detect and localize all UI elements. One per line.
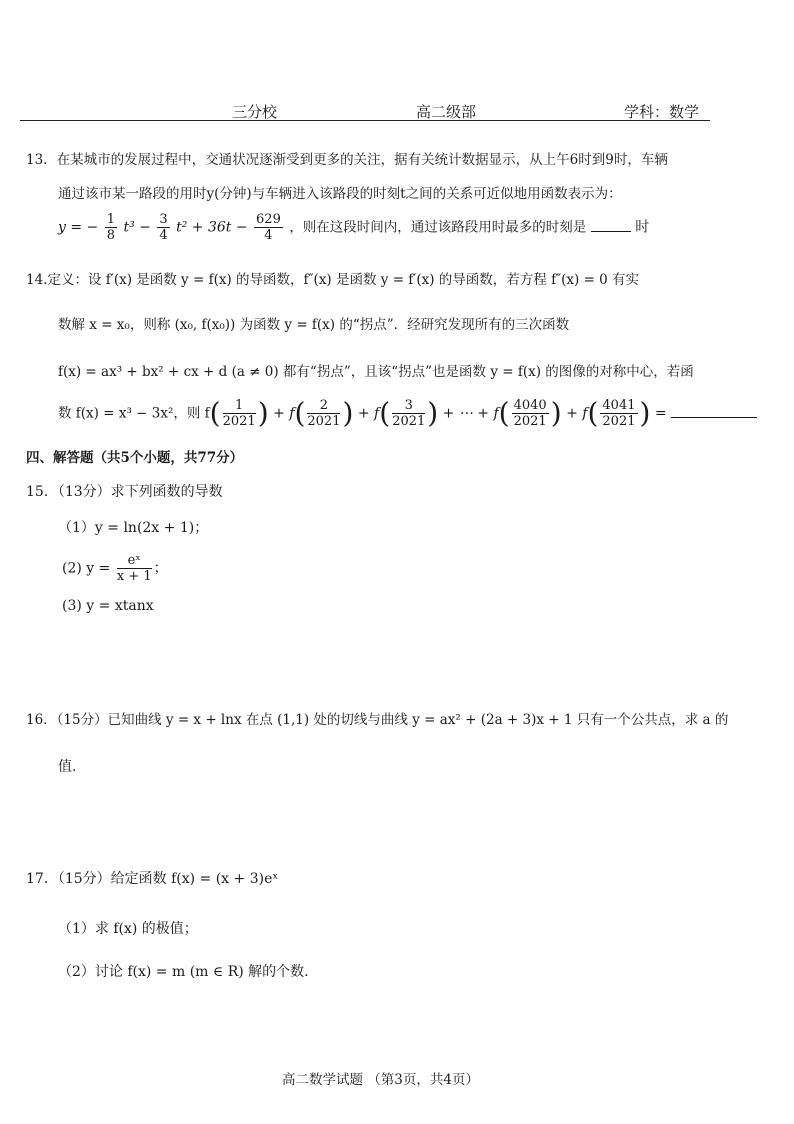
q15-part-2-num: eˣ	[117, 553, 152, 569]
q15-part-2-label: (2) y =	[62, 560, 111, 577]
header-rule	[20, 120, 710, 121]
q14-paren-open-2: (	[294, 396, 306, 430]
q13-frac-1-num: 1	[106, 212, 116, 227]
q14-line2: 数解 x = x₀，则称 (x₀, f(x₀)) 为函数 y = f(x) 的“拐点”．经研究发现所有的三次函数	[58, 317, 570, 333]
header-school: 三分校	[232, 103, 278, 121]
q14-paren-open-1: (	[209, 396, 221, 430]
q15-part-3: (3) y = xtanx	[62, 598, 154, 614]
q16-line2: 值.	[58, 759, 77, 775]
q13-line2: 通过该市某一路段的用时y(分钟)与车辆进入该路段的时刻t之间的关系可近似地用函数表示为：	[58, 186, 622, 202]
q17-title: 17．（15分）给定函数 f(x) = (x + 3)eˣ	[26, 871, 279, 887]
q13-line1: 13．在某城市的发展过程中，交通状况逐渐受到更多的关注，据有关统计数据显示，从上午6时到9时，车辆	[26, 152, 668, 168]
q14-paren-close-5: )	[639, 396, 651, 430]
q13-frac-3-num: 629	[256, 212, 281, 227]
q14-plus-f-2: + f	[357, 405, 380, 422]
q15-part-2	[62, 553, 168, 584]
page-footer: 高二数学试题 （第3页，共4页）	[282, 1072, 479, 1088]
q14-frac-2-num: 2	[307, 398, 340, 414]
q14-paren-open-5: (	[587, 396, 599, 430]
q13-frac-2	[157, 212, 169, 243]
q14-paren-open-4: (	[498, 396, 510, 430]
q14-paren-close-2: )	[342, 396, 354, 430]
q14-dots: + ⋯ + f	[442, 405, 499, 422]
q15-part-2-den: x + 1	[116, 569, 152, 584]
q16-line1: 16．（15分）已知曲线 y = x + lnx 在点 (1,1) 处的切线与曲线 y = ax² + (2a + 3)x + 1 只有一个公共点，求 a 的	[26, 712, 729, 728]
q13-frac-2-den: 4	[159, 228, 168, 243]
q14-frac-3-num: 3	[392, 398, 425, 414]
q14-frac-5-den: 2021	[602, 414, 636, 429]
q14-frac-2	[307, 398, 340, 429]
q13-frac-3	[254, 212, 283, 243]
header-grade: 高二级部	[416, 103, 477, 121]
q14-line3: f(x) = ax³ + bx² + cx + d (a ≠ 0) 都有“拐点”，且该“拐点”也是函数 y = f(x) 的图像的对称中心，若函	[58, 364, 694, 380]
q15-part-2-end: ；	[153, 560, 168, 577]
q17-part-1: （1）求 f(x) 的极值；	[58, 921, 198, 937]
q14-frac-3	[392, 398, 425, 429]
q15-part-1: （1）y = ln(2x + 1)；	[58, 520, 209, 536]
q14-frac-4	[512, 398, 549, 429]
q14-line1: 14.定义：设 f′(x) 是函数 y = f(x) 的导函数，f″(x) 是函数 y = f′(x) 的导函数，若方程 f″(x) = 0 有实	[26, 272, 640, 288]
q13-answer-blank[interactable]	[591, 219, 631, 232]
q14-frac-1-num: 1	[223, 398, 256, 414]
q13-term-1: t³ −	[123, 219, 151, 236]
q14-frac-2-den: 2021	[307, 414, 341, 429]
q13-frac-2-num: 3	[159, 212, 168, 227]
q14-paren-open-3: (	[379, 396, 391, 430]
q13-frac-1-den: 8	[106, 228, 116, 243]
q15-part-2-frac	[117, 553, 152, 584]
q13-frac-3-den: 4	[264, 228, 273, 243]
q14-paren-close-3: )	[427, 396, 439, 430]
q15-title: 15．（13分）求下列函数的导数	[26, 484, 223, 500]
q13-tail: ，则在这段时间内，通过该路段用时最多的时刻是	[289, 219, 587, 236]
q14-line4-start: 数 f(x) = x³ − 3x²，则 f	[58, 405, 210, 422]
q14-frac-1-den: 2021	[222, 414, 256, 429]
q14-frac-5-num: 4041	[602, 398, 636, 413]
q14-equals: =	[654, 405, 667, 422]
q14-frac-4-den: 2021	[513, 414, 547, 429]
q13-formula	[58, 212, 649, 243]
q13-unit: 时	[635, 219, 650, 236]
q17-part-2: （2）讨论 f(x) = m (m ∈ R) 解的个数.	[58, 964, 309, 980]
q14-paren-close-1: )	[257, 396, 269, 430]
q14-frac-5	[600, 398, 637, 429]
q14-paren-close-4: )	[550, 396, 562, 430]
q14-answer-blank[interactable]	[671, 405, 757, 418]
q13-term-2: t² + 36t −	[176, 219, 248, 236]
header-subject: 学科：数学	[624, 103, 700, 121]
q14-line4	[58, 398, 757, 429]
q14-frac-3-den: 2021	[392, 414, 426, 429]
q14-frac-4-num: 4040	[513, 398, 547, 413]
q14-plus-f-1: + f	[273, 405, 295, 422]
q13-formula-start: y = −	[58, 219, 99, 236]
q13-frac-1	[105, 212, 117, 243]
section-4-heading: 四、解答题（共5个小题，共77分）	[26, 450, 244, 466]
q14-frac-1	[223, 398, 256, 429]
q14-plus-f-3: + f	[566, 405, 588, 422]
